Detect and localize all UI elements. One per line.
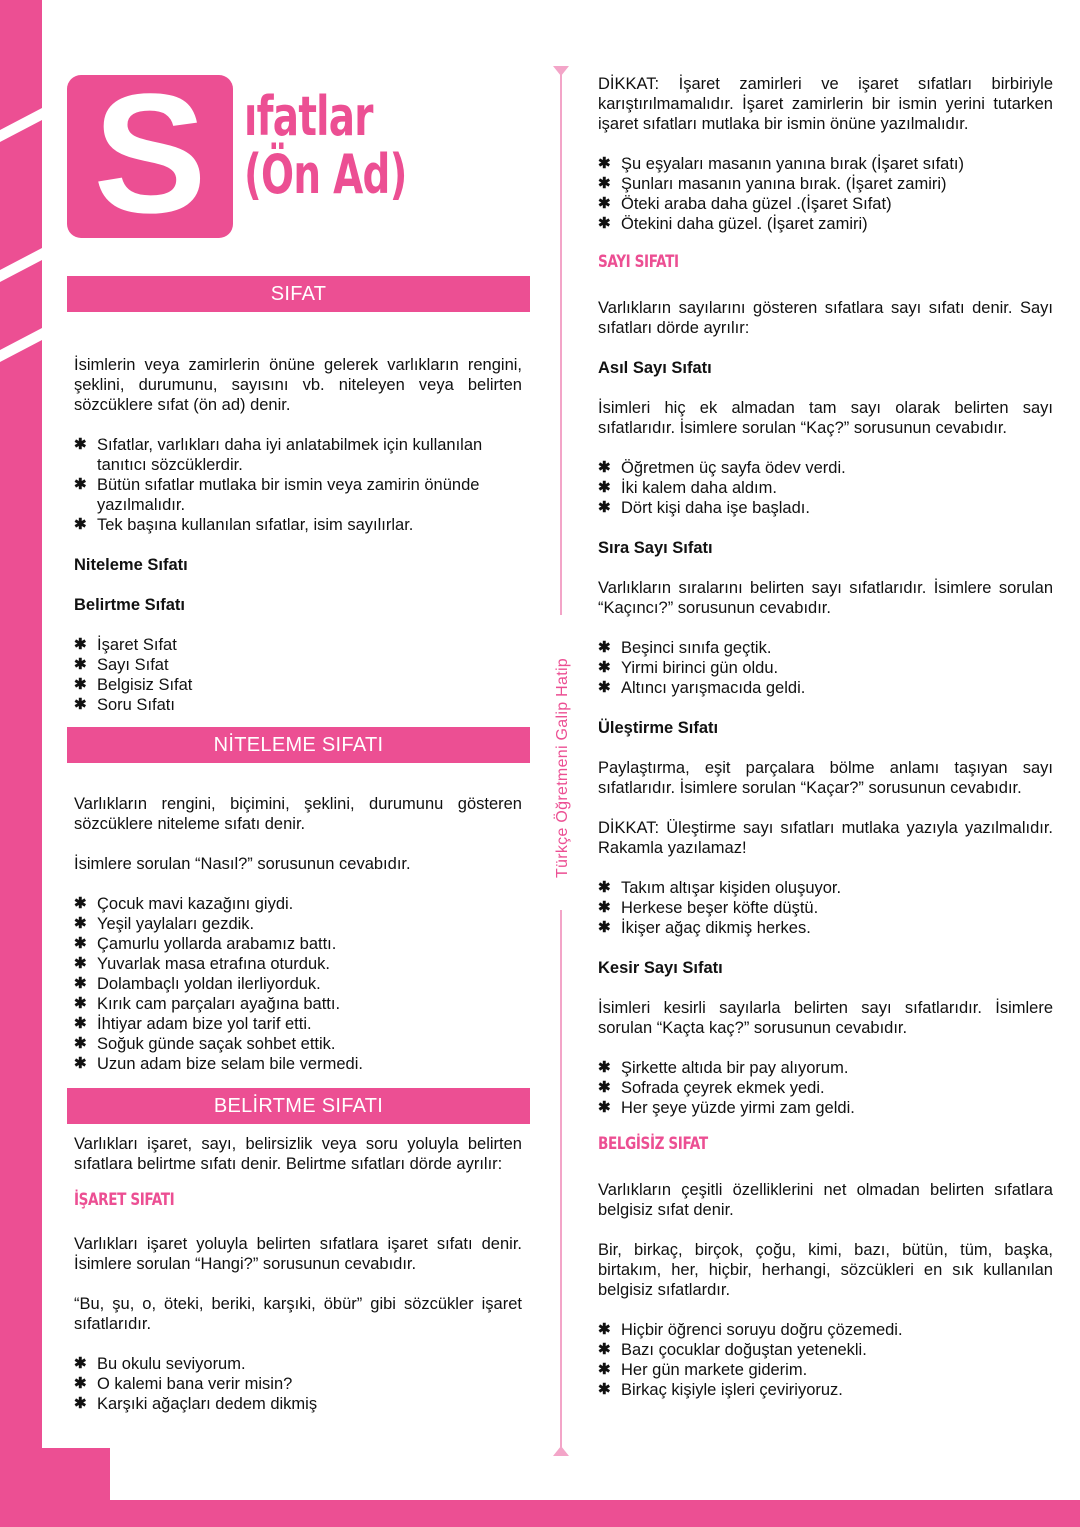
list-item: ✱ Beşinci sınıfa geçtik. <box>598 639 772 657</box>
kesir-text: İsimleri kesirli sayılarla belirten sayı sıfatlarıdır. İsimlere sorulan “Kaçta kaç?” sorusunun cevabıdır. <box>598 999 1053 1037</box>
star-bullet-icon: ✱ <box>74 995 87 1012</box>
heading-ulestirme: Üleştirme Sıfatı <box>598 719 719 737</box>
list-item: ✱ Takım altışar kişiden oluşuyor. <box>598 879 842 897</box>
list-item: ✱ İşaret Sıfat <box>74 636 177 654</box>
section-banner-belirtme-label: BELİRTME SIFATI <box>213 1094 384 1117</box>
right-column-body <box>598 74 1053 1400</box>
list-item: ✱ Kırık cam parçaları ayağına battı. <box>74 995 341 1013</box>
sifat-intro: İsimlerin veya zamirlerin önüne gelerek varlıkların rengini, şeklini, durumunu, sayısını vb. niteleyen veya belirten sözcüklere sıfat (ön ad) denir. <box>74 356 522 414</box>
diagonal-stripes <box>0 90 60 420</box>
list-item: ✱ Bu okulu seviyorum. <box>74 1355 246 1373</box>
star-bullet-icon: ✱ <box>74 436 87 453</box>
list-item: ✱ Belgisiz Sıfat <box>74 676 193 694</box>
list-item: ✱ Dolambaçlı yoldan ilerliyorduk. <box>74 975 321 993</box>
star-bullet-icon: ✱ <box>74 656 87 673</box>
star-bullet-icon: ✱ <box>74 516 87 533</box>
list-item: ✱ Sayı Sıfat <box>74 656 169 674</box>
list-item: ✱ Şu eşyaları masanın yanına bırak (İşaret sıfatı) <box>598 155 964 173</box>
sira-text: Varlıkların sıralarını belirten sayı sıfatlarıdır. İsimlere sorulan “Kaçıncı?” sorusunun cevabıdır. <box>598 579 1053 617</box>
section-banner-sifat <box>67 276 530 312</box>
section-banner-sifat-label: SIFAT <box>270 282 327 305</box>
heading-belgisiz-sifat: BELGİSİZ SIFAT <box>598 1134 708 1154</box>
star-bullet-icon: ✱ <box>74 1035 87 1052</box>
title-initial-letter: S <box>93 58 207 249</box>
title-initial-badge <box>67 58 233 249</box>
star-bullet-icon: ✱ <box>598 1341 611 1358</box>
star-bullet-icon: ✱ <box>598 1099 611 1116</box>
list-item: ✱ Hiçbir öğrenci soruyu doğru çözemedi. <box>598 1321 903 1339</box>
star-bullet-icon: ✱ <box>74 1355 87 1372</box>
star-bullet-icon: ✱ <box>598 215 611 232</box>
list-item: ✱ Birkaç kişiyle işleri çeviriyoruz. <box>598 1381 843 1399</box>
section-belirtme-body <box>74 1134 522 1414</box>
dikkat-isaret: DİKKAT: İşaret zamirleri ve işaret sıfatları birbiriyle karıştırılmamalıdır. İşaret zamirlerin bir ismin yerini tutarken işaret sıfatları mutlaka bir ismin önüne yazılmalıdır. <box>598 75 1053 133</box>
heading-isaret-sifati: İŞARET SIFATI <box>74 1190 175 1210</box>
list-item: ✱ Şirkette altıda bir pay alıyorum. <box>598 1059 849 1077</box>
heading-sira-sayi: Sıra Sayı Sıfatı <box>598 539 713 557</box>
dikkat-ulestirme: DİKKAT: Üleştirme sayı sıfatları mutlaka yazıyla yazılmalıdır. Rakamla yazılamaz! <box>598 819 1053 857</box>
star-bullet-icon: ✱ <box>598 679 611 696</box>
star-bullet-icon: ✱ <box>74 1015 87 1032</box>
list-item: ✱ Şunları masanın yanına bırak. (İşaret zamiri) <box>598 175 947 193</box>
asil-text: İsimleri hiç ek almadan tam sayı olarak belirten sayı sıfatlarıdır. İsimlere sorulan “Kaç?” sorusunun cevabıdır. <box>598 399 1053 437</box>
belirtme-intro: Varlıkları işaret, sayı, belirsizlik veya soru yoluyla belirten sıfatlara belirtme sıfatı denir. Belirtme sıfatları dörde ayrılır: <box>74 1135 522 1173</box>
star-bullet-icon: ✱ <box>74 935 87 952</box>
list-item: ✱ Uzun adam bize selam bile vermedi. <box>74 1055 363 1073</box>
list-item: ✱ Dört kişi daha işe başladı. <box>598 499 810 517</box>
belgisiz-words: Bir, birkaç, birçok, çoğu, kimi, bazı, bütün, tüm, başka, birtakım, her, hiçbir, herhangi, sözcükleri en sık kullanılan belgisiz sıfatlardır. <box>598 1241 1053 1299</box>
star-bullet-icon: ✱ <box>74 676 87 693</box>
star-bullet-icon: ✱ <box>598 899 611 916</box>
list-item: ✱ Tek başına kullanılan sıfatlar, isim sayılırlar. <box>74 516 414 534</box>
star-bullet-icon: ✱ <box>74 1375 87 1392</box>
section-banner-niteleme-label: NİTELEME SIFATI <box>213 733 384 756</box>
list-item: ✱ Soğuk günde saçak sohbet ettik. <box>74 1035 336 1053</box>
star-bullet-icon: ✱ <box>598 1381 611 1398</box>
niteleme-question: İsimlere sorulan “Nasıl?” sorusunun cevabıdır. <box>74 855 411 873</box>
list-item: ✱ Sofrada çeyrek ekmek yedi. <box>598 1079 825 1097</box>
list-item: ✱ İkişer ağaç dikmiş herkes. <box>598 919 811 937</box>
list-item: ✱ Öğretmen üç sayfa ödev verdi. <box>598 459 846 477</box>
heading-belirtme-sifati: Belirtme Sıfatı <box>74 596 185 614</box>
star-bullet-icon: ✱ <box>598 459 611 476</box>
list-item: ✱ Yuvarlak masa etrafına oturduk. <box>74 955 330 973</box>
star-bullet-icon: ✱ <box>598 175 611 192</box>
star-bullet-icon: ✱ <box>74 1055 87 1072</box>
page-title-line2: (Ön Ad) <box>244 143 407 206</box>
star-bullet-icon: ✱ <box>598 195 611 212</box>
star-bullet-icon: ✱ <box>74 895 87 912</box>
star-bullet-icon: ✱ <box>598 1321 611 1338</box>
vertical-credit: Türkçe Öğretmeni Galip Hatip <box>554 657 571 879</box>
star-bullet-icon: ✱ <box>598 479 611 496</box>
list-item: ✱ Her gün markete giderim. <box>598 1361 808 1379</box>
page-title-line1: ıfatlar <box>244 85 373 148</box>
list-item: ✱ İki kalem daha aldım. <box>598 479 777 497</box>
divider-bottom-arrow <box>553 1446 569 1456</box>
list-item: ✱ Bazı çocuklar doğuştan yetenekli. <box>598 1341 867 1359</box>
list-item: ✱ Yeşil yaylaları gezdik. <box>74 915 255 933</box>
section-niteleme-body <box>74 794 522 1074</box>
heading-niteleme-sifati: Niteleme Sıfatı <box>74 556 188 574</box>
divider-line-bottom <box>560 910 562 1450</box>
list-item: ✱ Ötekini daha güzel. (İşaret zamiri) <box>598 215 868 233</box>
star-bullet-icon: ✱ <box>598 1079 611 1096</box>
star-bullet-icon: ✱ <box>74 476 87 493</box>
star-bullet-icon: ✱ <box>74 975 87 992</box>
list-item: ✱ Öteki araba daha güzel .(İşaret Sıfat) <box>598 195 892 213</box>
sayi-intro: Varlıkların sayılarını gösteren sıfatlara sayı sıfatı denir. Sayı sıfatları dörde ayrılır: <box>598 299 1053 337</box>
list-item: ✱ Her şeye yüzde yirmi zam geldi. <box>598 1099 855 1117</box>
star-bullet-icon: ✱ <box>598 659 611 676</box>
list-item: ✱ Yirmi birinci gün oldu. <box>598 659 779 677</box>
list-item: ✱ Karşıki ağaçları dedem dikmiş <box>74 1395 318 1413</box>
divider-line-top <box>560 70 562 615</box>
list-item: ✱ O kalemi bana verir misin? <box>74 1375 293 1393</box>
section-sifat-body <box>74 355 522 715</box>
star-bullet-icon: ✱ <box>598 1059 611 1076</box>
isaret-intro: Varlıkları işaret yoluyla belirten sıfatlara işaret sıfatı denir. İsimlere sorulan “Hangi?” sorusunun cevabıdır. <box>74 1235 522 1273</box>
list-item: ✱ Herkese beşer köfte düştü. <box>598 899 819 917</box>
belgisiz-intro: Varlıkların çeşitli özelliklerini net olmadan belirten sıfatlara belgisiz sıfat denir. <box>598 1181 1053 1219</box>
list-item: ✱ Sıfatlar, varlıkları daha iyi anlatabilmek için kullanılan tanıtıcı sözcüklerdir. <box>74 436 483 474</box>
star-bullet-icon: ✱ <box>598 879 611 896</box>
list-item: ✱ Çamurlu yollarda arabamız battı. <box>74 935 337 953</box>
star-bullet-icon: ✱ <box>598 499 611 516</box>
heading-asil-sayi: Asıl Sayı Sıfatı <box>598 359 712 377</box>
list-item: ✱ Bütün sıfatlar mutlaka bir ismin veya zamirin önünde yazılmalıdır. <box>74 476 480 514</box>
star-bullet-icon: ✱ <box>74 955 87 972</box>
list-item: ✱ Altıncı yarışmacıda geldi. <box>598 679 806 697</box>
niteleme-intro: Varlıkların rengini, biçimini, şeklini, durumunu gösteren sözcüklere niteleme sıfatı denir. <box>74 795 522 833</box>
bottom-accent-band <box>0 1500 1080 1527</box>
star-bullet-icon: ✱ <box>598 919 611 936</box>
section-banner-niteleme <box>67 727 530 763</box>
isaret-words: “Bu, şu, o, öteki, beriki, karşıki, öbür” gibi sözcükler işaret sıfatlarıdır. <box>74 1295 522 1333</box>
star-bullet-icon: ✱ <box>74 915 87 932</box>
star-bullet-icon: ✱ <box>598 1361 611 1378</box>
star-bullet-icon: ✱ <box>598 639 611 656</box>
heading-sayi-sifati: SAYI SIFATI <box>598 252 679 272</box>
ulestirme-text: Paylaştırma, eşit parçalara bölme anlamı taşıyan sayı sıfatlarıdır. İsimlere sorulan “Kaçar?” sorusunun cevabıdır. <box>598 759 1053 797</box>
star-bullet-icon: ✱ <box>74 1395 87 1412</box>
star-bullet-icon: ✱ <box>74 636 87 653</box>
star-bullet-icon: ✱ <box>74 696 87 713</box>
heading-kesir-sayi: Kesir Sayı Sıfatı <box>598 959 723 977</box>
list-item: ✱ Çocuk mavi kazağını giydi. <box>74 895 294 913</box>
page-title <box>244 85 407 206</box>
list-item: ✱ İhtiyar adam bize yol tarif etti. <box>74 1015 312 1033</box>
section-banner-belirtme <box>67 1088 530 1124</box>
list-item: ✱ Soru Sıfatı <box>74 696 175 714</box>
star-bullet-icon: ✱ <box>598 155 611 172</box>
